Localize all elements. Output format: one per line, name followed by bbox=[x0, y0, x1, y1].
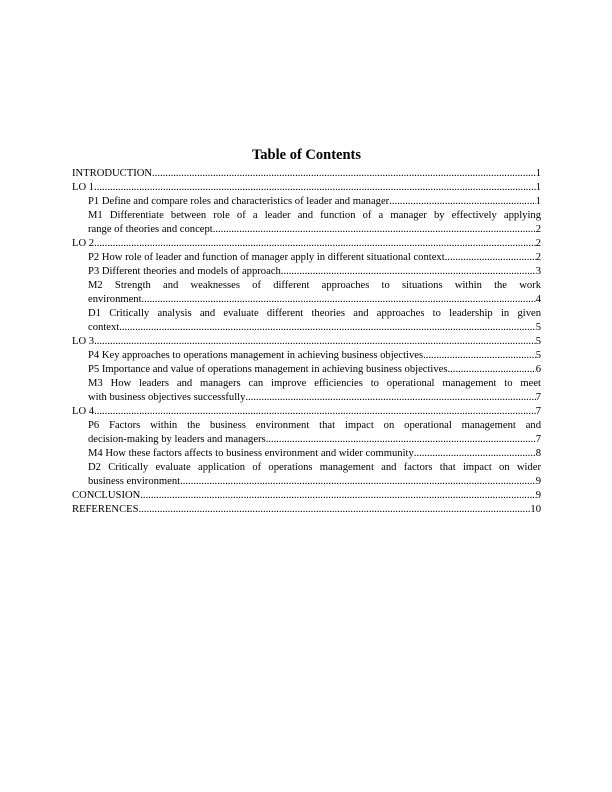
toc-entry-line bbox=[88, 321, 541, 335]
toc-leader-dots bbox=[389, 195, 536, 209]
toc-entry-line bbox=[72, 181, 541, 195]
toc-entry-heading-line: M3 How leaders and managers can improve efficiencies to operational management to meet bbox=[88, 378, 541, 389]
toc-page-number: 5 bbox=[535, 336, 541, 347]
toc-entry-list bbox=[72, 167, 541, 517]
toc-entry-heading: LO 3 bbox=[72, 336, 95, 347]
toc-entry[interactable] bbox=[72, 251, 541, 265]
toc-leader-dots bbox=[94, 335, 536, 349]
toc-leader-dots bbox=[119, 321, 536, 335]
toc-leader-dots bbox=[266, 433, 536, 447]
toc-page-number: 3 bbox=[535, 266, 541, 277]
toc-entry-line bbox=[72, 503, 541, 517]
toc-entry[interactable] bbox=[72, 237, 541, 251]
toc-entry-heading: LO 1 bbox=[72, 182, 95, 193]
toc-entry-heading: with business objectives successfully bbox=[88, 392, 246, 403]
toc-leader-dots bbox=[142, 293, 536, 307]
toc-entry[interactable] bbox=[72, 461, 541, 489]
toc-page-number: 7 bbox=[535, 406, 541, 417]
toc-entry[interactable] bbox=[72, 503, 541, 517]
toc-leader-dots bbox=[445, 251, 536, 265]
toc-entry-heading: range of theories and concept bbox=[88, 224, 213, 235]
toc-entry[interactable] bbox=[72, 279, 541, 307]
toc-leader-dots bbox=[152, 167, 536, 181]
toc-page-number: 6 bbox=[535, 364, 541, 375]
toc-entry-line bbox=[88, 391, 541, 405]
toc-entry-heading: P4 Key approaches to operations management in achieving business objectives bbox=[88, 350, 424, 361]
toc-entry-line bbox=[88, 223, 541, 237]
toc-leader-dots bbox=[94, 181, 536, 195]
toc-page-number: 10 bbox=[530, 504, 541, 515]
toc-entry[interactable] bbox=[72, 265, 541, 279]
toc-entry[interactable] bbox=[72, 181, 541, 195]
toc-page-number: 1 bbox=[535, 168, 541, 179]
toc-entry[interactable] bbox=[72, 209, 541, 237]
toc-leader-dots bbox=[94, 405, 536, 419]
toc-entry-heading: P5 Importance and value of operations management in achieving business objectives bbox=[88, 364, 448, 375]
toc-entry-heading-line: M1 Differentiate between role of a leader and function of a manager by effectively applying bbox=[88, 210, 541, 221]
toc-entry-line bbox=[88, 447, 541, 461]
toc-entry-line bbox=[88, 293, 541, 307]
toc-entry-heading: business environment bbox=[88, 476, 181, 487]
toc-entry-heading-line: P6 Factors within the business environment that impact on operational management and bbox=[88, 420, 541, 431]
toc-entry-heading: P1 Define and compare roles and characteristics of leader and manager bbox=[88, 196, 390, 207]
toc-page-number: 7 bbox=[535, 434, 541, 445]
toc-entry-heading-line: M2 Strength and weaknesses of different approaches to situations within the work bbox=[88, 280, 541, 291]
toc-entry-heading: REFERENCES bbox=[72, 504, 139, 515]
toc-page-number: 5 bbox=[535, 350, 541, 361]
toc-entry-line bbox=[72, 405, 541, 419]
toc-leader-dots bbox=[139, 503, 531, 517]
toc-entry-line bbox=[72, 335, 541, 349]
toc-entry[interactable] bbox=[72, 307, 541, 335]
toc-entry-line bbox=[88, 433, 541, 447]
toc-entry-heading: M4 How these factors affects to business environment and wider community bbox=[88, 448, 414, 459]
toc-page-number: 4 bbox=[535, 294, 541, 305]
toc-entry-heading-line: D2 Critically evaluate application of operations management and factors that impact on wider bbox=[88, 462, 541, 473]
toc-entry[interactable] bbox=[72, 335, 541, 349]
toc-leader-dots bbox=[180, 475, 536, 489]
toc-entry[interactable] bbox=[72, 489, 541, 503]
toc-entry-heading: context bbox=[88, 322, 120, 333]
toc-leader-dots bbox=[94, 237, 536, 251]
toc-entry-heading: INTRODUCTION bbox=[72, 168, 153, 179]
toc-page-number: 2 bbox=[535, 238, 541, 249]
toc-entry[interactable] bbox=[72, 377, 541, 405]
toc-entry[interactable] bbox=[72, 167, 541, 181]
toc-entry-line bbox=[88, 349, 541, 363]
toc-leader-dots bbox=[281, 265, 536, 279]
toc-page-number: 9 bbox=[535, 476, 541, 487]
toc-entry-line bbox=[88, 251, 541, 265]
toc-leader-dots bbox=[140, 489, 535, 503]
toc-entry[interactable] bbox=[72, 349, 541, 363]
toc-entry-heading: decision-making by leaders and managers bbox=[88, 434, 266, 445]
toc-page-number: 8 bbox=[535, 448, 541, 459]
toc-leader-dots bbox=[448, 363, 536, 377]
table-of-contents bbox=[72, 146, 541, 517]
toc-entry-line bbox=[72, 489, 541, 503]
toc-entry[interactable] bbox=[72, 447, 541, 461]
toc-entry-heading-line: D1 Critically analysis and evaluate different theories and approaches to leadership in given bbox=[88, 308, 541, 319]
toc-page-number: 5 bbox=[535, 322, 541, 333]
toc-page-number: 1 bbox=[535, 182, 541, 193]
toc-entry-line bbox=[88, 265, 541, 279]
toc-leader-dots bbox=[213, 223, 536, 237]
toc-entry-heading: P3 Different theories and models of approach bbox=[88, 266, 281, 277]
toc-page-number: 2 bbox=[535, 252, 541, 263]
toc-leader-dots bbox=[245, 391, 535, 405]
toc-page-number: 9 bbox=[535, 490, 541, 501]
toc-entry-line bbox=[88, 363, 541, 377]
toc-entry-line bbox=[72, 167, 541, 181]
toc-entry-line bbox=[72, 237, 541, 251]
toc-entry[interactable] bbox=[72, 419, 541, 447]
toc-title: Table of Contents bbox=[251, 147, 362, 163]
toc-entry-heading: environment bbox=[88, 294, 142, 305]
toc-leader-dots bbox=[414, 447, 536, 461]
toc-leader-dots bbox=[423, 349, 536, 363]
toc-entry-line bbox=[88, 475, 541, 489]
toc-entry-heading: LO 2 bbox=[72, 238, 95, 249]
toc-entry[interactable] bbox=[72, 363, 541, 377]
toc-page-number: 7 bbox=[535, 392, 541, 403]
toc-entry-heading: P2 How role of leader and function of manager apply in different situational context bbox=[88, 252, 445, 263]
toc-entry-heading: LO 4 bbox=[72, 406, 95, 417]
toc-page-number: 2 bbox=[535, 224, 541, 235]
toc-entry-heading: CONCLUSION bbox=[72, 490, 141, 501]
toc-entry[interactable] bbox=[72, 405, 541, 419]
toc-entry[interactable] bbox=[72, 195, 541, 209]
toc-page-number: 1 bbox=[535, 196, 541, 207]
toc-entry-line bbox=[88, 195, 541, 209]
